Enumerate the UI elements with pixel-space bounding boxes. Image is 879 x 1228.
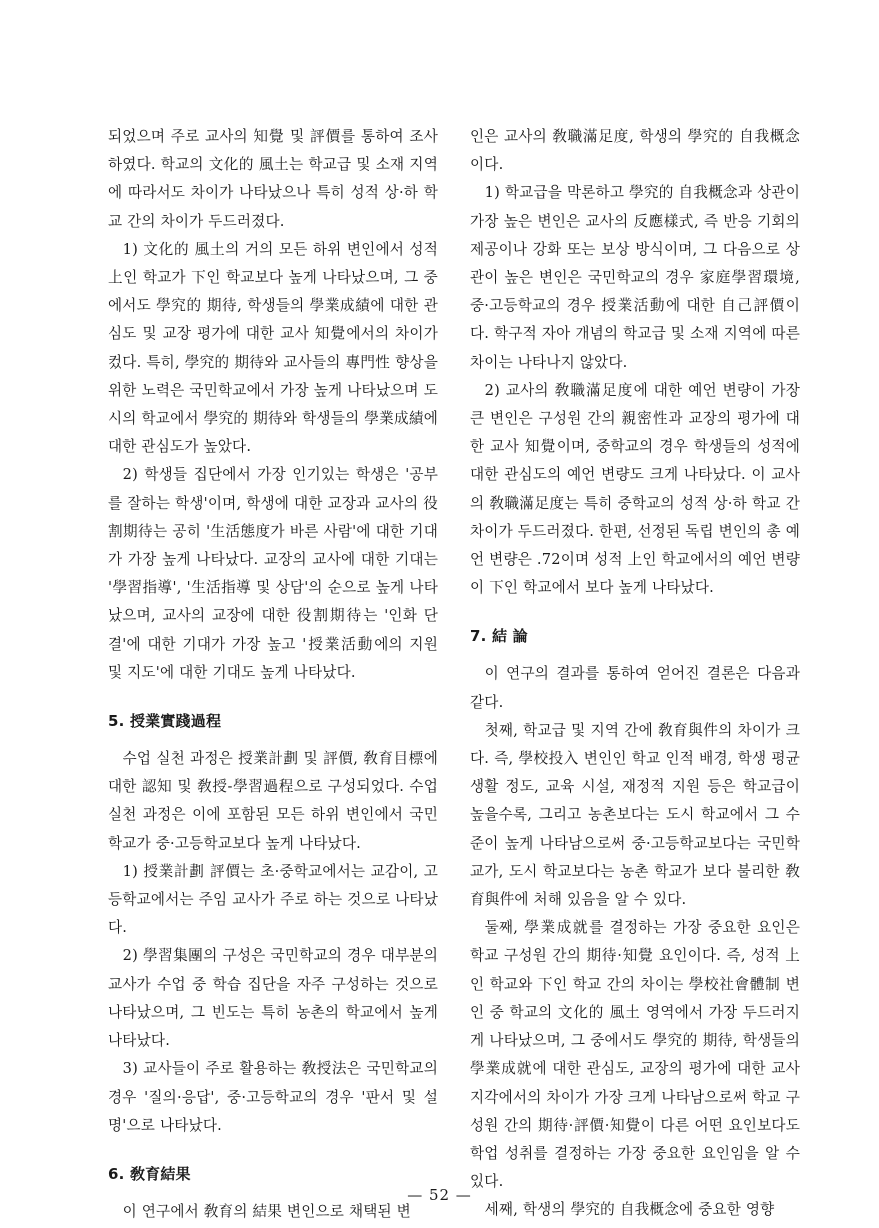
section-heading-5: 5. 授業實踐過程 (108, 712, 222, 731)
paragraph: 3) 교사들이 주로 활용하는 敎授法은 국민학교의 경우 '질의·응답', 중·고등학교의 경우 '판서 및 설명'으로 나타났다. (108, 1060, 438, 1134)
paragraph: 되었으며 주로 교사의 知覺 및 評價를 통하여 조사하였다. 학교의 文化的 風土는 학교급 및 소재 지역에 따라서도 차이가 나타났으나 특히 성적 상·하 학교 간의 차이가 두드러졌다. (108, 128, 438, 230)
section-heading-7: 7. 結 論 (470, 627, 528, 646)
paragraph: 인은 교사의 敎職滿足度, 학생의 學究的 自我概念이다. (470, 128, 800, 174)
section-heading-6: 6. 敎育結果 (108, 1164, 191, 1183)
paragraph: 이 연구에서 敎育의 結果 변인으로 채택된 변 (122, 1202, 411, 1220)
paragraph: 수업 실천 과정은 授業計劃 및 評價, 敎育目標에 대한 認知 및 敎授-學習過程으로 구성되었다. 수업 실천 과정은 이에 포함된 모든 하위 변인에서 국민학교가 중·고등학교보다 높게 나타났다. (108, 750, 438, 852)
page-number: — 52 — (407, 1186, 472, 1204)
paragraph: 둘째, 學業成就를 결정하는 가장 중요한 요인은 학교 구성원 간의 期待·知覺 요인이다. 즉, 성적 上인 학교와 下인 학교 간의 차이는 學校社會體制 변인 중 학교의 文化的 風土 영역에서 가장 두드러지게 나타났으며, 그 중에서도 學究的 期待, 학생들의 學業成就에 대한 관심도, 교장의 평가에 대한 교사 지각에서의 차이가 가장 크게 나타남으로써 학교 구성원 간의 期待·評價·知覺이 다른 어떤 요인보다도 학업 성취를 결정하는 가장 중요한 요인임을 알 수 있다. (470, 919, 800, 1191)
paragraph: 1) 文化的 風土의 거의 모든 하위 변인에서 성적 上인 학교가 下인 학교보다 높게 나타났으며, 그 중에서도 學究的 期待, 학생들의 學業成績에 대한 관심도 및 교장 평가에 대한 교사 知覺에서의 차이가 컸다. 특히, 學究的 期待와 교사들의 專門性 향상을 위한 노력은 국민학교에서 가장 높게 나타났으며 도시의 학교에서 學究的 期待와 학생들의 學業成績에 대한 관심도가 높았다. (108, 240, 438, 456)
paragraph: 이 연구의 결과를 통하여 얻어진 결론은 다음과 같다. (470, 665, 800, 711)
paragraph: 1) 授業計劃 評價는 초·중학교에서는 교감이, 고등학교에서는 주임 교사가 주로 하는 것으로 나타났다. (108, 862, 438, 937)
paragraph: 2) 학생들 집단에서 가장 인기있는 학생은 '공부를 잘하는 학생'이며, 학생에 대한 교장과 교사의 役割期待는 공히 '生活態度가 바른 사람'에 대한 기대가 가장 높게 나타났다. 교장의 교사에 대한 기대는 '學習指導', '生活指導 및 상담'의 순으로 높게 나타났으며, 교사의 교장에 대한 役割期待는 '인화 단결'에 대한 기대가 가장 높고 '授業活動에의 지원 및 지도'에 대한 기대도 높게 나타났다. (108, 466, 438, 681)
paragraph: 세째, 학생의 學究的 自我概念에 중요한 영향 (484, 1201, 775, 1219)
right-column (470, 123, 800, 1225)
paragraph: 2) 교사의 敎職滿足度에 대한 예언 변량이 가장 큰 변인은 구성원 간의 親密性과 교장의 평가에 대한 교사 知覺이며, 중학교의 경우 학생들의 성적에 대한 관심도의 예언 변량도 크게 나타났다. 이 교사의 敎職滿足度는 특히 중학교의 성적 상·하 학교 간 차이가 두드러졌다. 한편, 선정된 독립 변인의 총 예언 변량은 .72이며 성적 上인 학교에서의 예언 변량이 下인 학교에서 보다 높게 나타났다. (470, 381, 800, 597)
left-column (108, 123, 438, 1226)
paragraph: 1) 학교급을 막론하고 學究的 自我概念과 상관이 가장 높은 변인은 교사의 反應樣式, 즉 반응 기회의 제공이나 강화 또는 보상 방식이며, 그 다음으로 상관이 높은 변인은 국민학교의 경우 家庭學習環境, 중·고등학교의 경우 授業活動에 대한 自己評價이다. 학구적 자아 개념의 학교급 및 소재 지역에 따른 차이는 나타나지 않았다. (470, 184, 800, 371)
paragraph: 첫째, 학교급 및 지역 간에 敎育與件의 차이가 크다. 즉, 學校投入 변인인 학교 인적 배경, 학생 평균 생활 정도, 교육 시설, 재정적 지원 등은 학교급이 높을수록, 그리고 농촌보다는 도시 학교에서 그 수준이 높게 나타남으로써 중·고등학교보다는 국민학교가, 도시 학교보다는 농촌 학교가 보다 불리한 敎育與件에 처해 있음을 알 수 있다. (470, 721, 800, 909)
paragraph: 2) 學習集團의 구성은 국민학교의 경우 대부분의 교사가 수업 중 학습 집단을 자주 구성하는 것으로 나타났으며, 그 빈도는 특히 농촌의 학교에서 높게 나타났다. (108, 947, 438, 1050)
